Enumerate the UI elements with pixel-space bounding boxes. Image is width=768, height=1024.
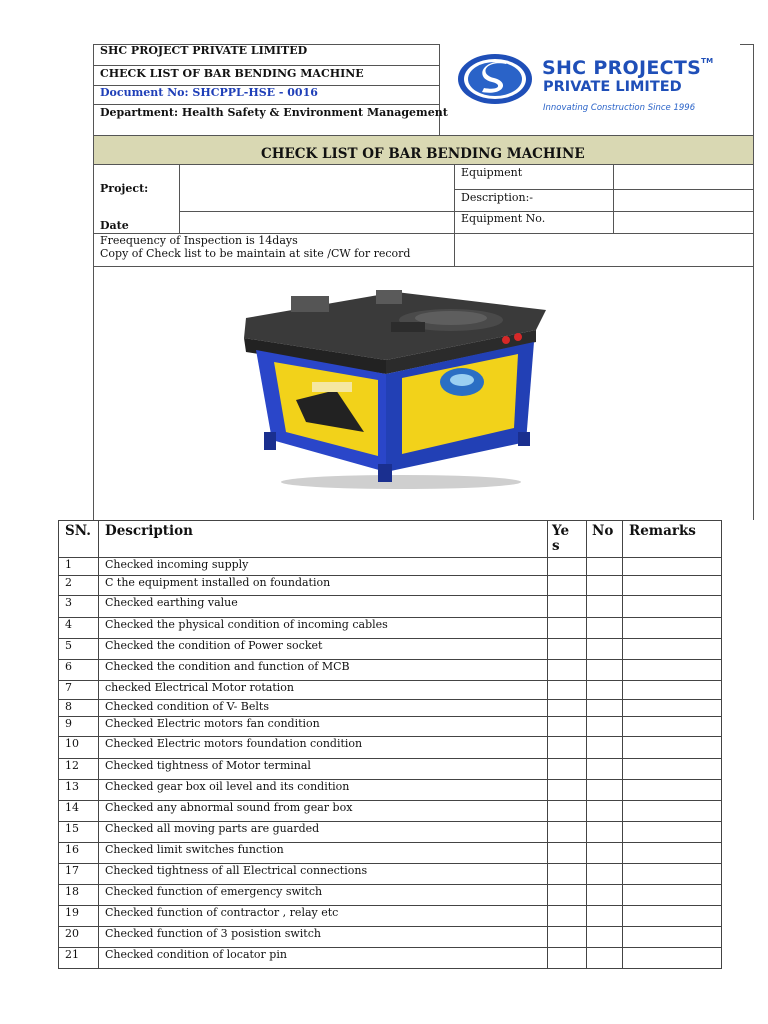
company-name: SHC PROJECT PRIVATE LIMITED [100,44,308,57]
row-no-cell[interactable] [587,639,623,660]
row-sn: 12 [59,759,99,780]
equipment-label: Equipment [461,166,523,179]
checklist-table [58,520,722,969]
table-row [59,843,722,864]
row-no-cell[interactable] [587,558,623,576]
date-label: Date [100,219,129,232]
row-no-cell[interactable] [587,801,623,822]
row-no-cell[interactable] [587,660,623,681]
row-yes-cell[interactable] [548,885,587,906]
row-yes-cell[interactable] [548,681,587,700]
row-remarks-cell[interactable] [623,576,722,596]
row-yes-cell[interactable] [548,660,587,681]
row-description: Checked incoming supply [99,558,548,576]
row-no-cell[interactable] [587,681,623,700]
row-sn: 2 [59,576,99,596]
row-description: Checked function of emergency switch [99,885,548,906]
table-row [59,927,722,948]
row-description: Checked function of 3 posistion switch [99,927,548,948]
row-sn: 18 [59,885,99,906]
row-description: Checked any abnormal sound from gear box [99,801,548,822]
row-sn: 14 [59,801,99,822]
row-remarks-cell[interactable] [623,558,722,576]
row-yes-cell[interactable] [548,576,587,596]
row-sn: 15 [59,822,99,843]
row-description: Checked condition of locator pin [99,948,548,969]
copy-note: Copy of Check list to be maintain at site /CW for record [100,247,411,260]
row-remarks-cell[interactable] [623,618,722,639]
row-sn: 8 [59,700,99,717]
table-row [59,780,722,801]
shc-logo-icon [456,52,534,106]
form-title: CHECK LIST OF BAR BENDING MACHINE [261,146,585,162]
table-row [59,660,722,681]
table-row [59,596,722,618]
row-no-cell[interactable] [587,576,623,596]
row-remarks-cell[interactable] [623,681,722,700]
row-yes-cell[interactable] [548,639,587,660]
frequency-note: Freequency of Inspection is 14days [100,234,298,247]
row-sn: 9 [59,717,99,737]
row-description: Checked the condition and function of MCB [99,660,548,681]
row-no-cell[interactable] [587,717,623,737]
row-description: Checked tightness of all Electrical connections [99,864,548,885]
table-row [59,700,722,717]
table-row [59,885,722,906]
row-remarks-cell[interactable] [623,843,722,864]
row-no-cell[interactable] [587,700,623,717]
row-yes-cell[interactable] [548,700,587,717]
row-sn: 5 [59,639,99,660]
row-remarks-cell[interactable] [623,737,722,759]
row-description: Checked function of contractor , relay etc [99,906,548,927]
row-no-cell[interactable] [587,618,623,639]
description-field[interactable] [614,190,753,211]
row-yes-cell[interactable] [548,596,587,618]
row-yes-cell[interactable] [548,948,587,969]
row-description: C the equipment installed on foundation [99,576,548,596]
description-label: Description:- [461,191,534,204]
table-row [59,759,722,780]
row-description: Checked condition of V- Belts [99,700,548,717]
row-remarks-cell[interactable] [623,660,722,681]
row-no-cell[interactable] [587,737,623,759]
logo-line1: SHC PROJECTS™ [542,57,714,79]
row-description: Checked tightness of Motor terminal [99,759,548,780]
row-description: Checked the condition of Power socket [99,639,548,660]
project-field[interactable] [180,166,454,211]
row-no-cell[interactable] [587,822,623,843]
row-no-cell[interactable] [587,843,623,864]
row-description: Checked the physical condition of incoming cables [99,618,548,639]
row-yes-cell[interactable] [548,906,587,927]
row-yes-cell[interactable] [548,717,587,737]
row-remarks-cell[interactable] [623,759,722,780]
row-yes-cell[interactable] [548,759,587,780]
row-remarks-cell[interactable] [623,639,722,660]
row-remarks-cell[interactable] [623,885,722,906]
row-description: Checked Electric motors fan condition [99,717,548,737]
project-label: Project: [100,182,149,195]
row-sn: 7 [59,681,99,700]
table-row [59,618,722,639]
row-no-cell[interactable] [587,596,623,618]
table-row [59,576,722,596]
table-row [59,948,722,969]
row-remarks-cell[interactable] [623,801,722,822]
row-yes-cell[interactable] [548,801,587,822]
table-header-row [59,521,722,558]
header-yes: Ye s [548,521,587,558]
row-sn: 6 [59,660,99,681]
equipment-no-label: Equipment No. [461,212,546,225]
table-row [59,822,722,843]
row-remarks-cell[interactable] [623,596,722,618]
row-no-cell[interactable] [587,759,623,780]
table-row [59,864,722,885]
row-remarks-cell[interactable] [623,780,722,801]
row-yes-cell[interactable] [548,558,587,576]
bar-bending-machine-image [236,282,556,492]
date-field[interactable] [180,212,454,233]
row-remarks-cell[interactable] [623,700,722,717]
row-yes-cell[interactable] [548,737,587,759]
row-sn: 20 [59,927,99,948]
row-no-cell[interactable] [587,780,623,801]
row-no-cell[interactable] [587,885,623,906]
row-description: Checked gear box oil level and its condition [99,780,548,801]
row-yes-cell[interactable] [548,864,587,885]
row-description: Checked Electric motors foundation condition [99,737,548,759]
row-yes-cell[interactable] [548,822,587,843]
header-no: No [587,521,623,558]
equipment-no-field[interactable] [614,212,753,233]
row-remarks-cell[interactable] [623,864,722,885]
table-row [59,737,722,759]
row-sn: 3 [59,596,99,618]
row-description: Checked all moving parts are guarded [99,822,548,843]
table-row [59,558,722,576]
row-description: checked Electrical Motor rotation [99,681,548,700]
row-remarks-cell[interactable] [623,927,722,948]
header-description: Description [99,521,548,558]
table-row [59,717,722,737]
row-sn: 21 [59,948,99,969]
table-row [59,681,722,700]
row-remarks-cell[interactable] [623,906,722,927]
row-no-cell[interactable] [587,906,623,927]
equipment-field[interactable] [614,166,753,189]
row-sn: 16 [59,843,99,864]
header-sn: SN. [59,521,99,558]
table-row [59,639,722,660]
row-sn: 19 [59,906,99,927]
header-remarks: Remarks [623,521,722,558]
row-sn: 17 [59,864,99,885]
row-yes-cell[interactable] [548,843,587,864]
row-yes-cell[interactable] [548,927,587,948]
row-remarks-cell[interactable] [623,948,722,969]
row-remarks-cell[interactable] [623,822,722,843]
logo-tagline: Innovating Construction Since 1996 [543,103,696,113]
logo-line2: PRIVATE LIMITED [543,79,682,95]
row-yes-cell[interactable] [548,780,587,801]
department: Department: Health Safety & Environment Management [100,106,448,119]
table-row [59,801,722,822]
row-no-cell[interactable] [587,927,623,948]
row-no-cell[interactable] [587,864,623,885]
table-row [59,906,722,927]
row-no-cell[interactable] [587,948,623,969]
row-sn: 1 [59,558,99,576]
row-yes-cell[interactable] [548,618,587,639]
row-description: Checked earthing value [99,596,548,618]
row-remarks-cell[interactable] [623,717,722,737]
row-sn: 4 [59,618,99,639]
row-sn: 10 [59,737,99,759]
row-sn: 13 [59,780,99,801]
document-number: Document No: SHCPPL-HSE - 0016 [100,86,318,99]
checklist-name: CHECK LIST OF BAR BENDING MACHINE [100,67,364,80]
row-description: Checked limit switches function [99,843,548,864]
